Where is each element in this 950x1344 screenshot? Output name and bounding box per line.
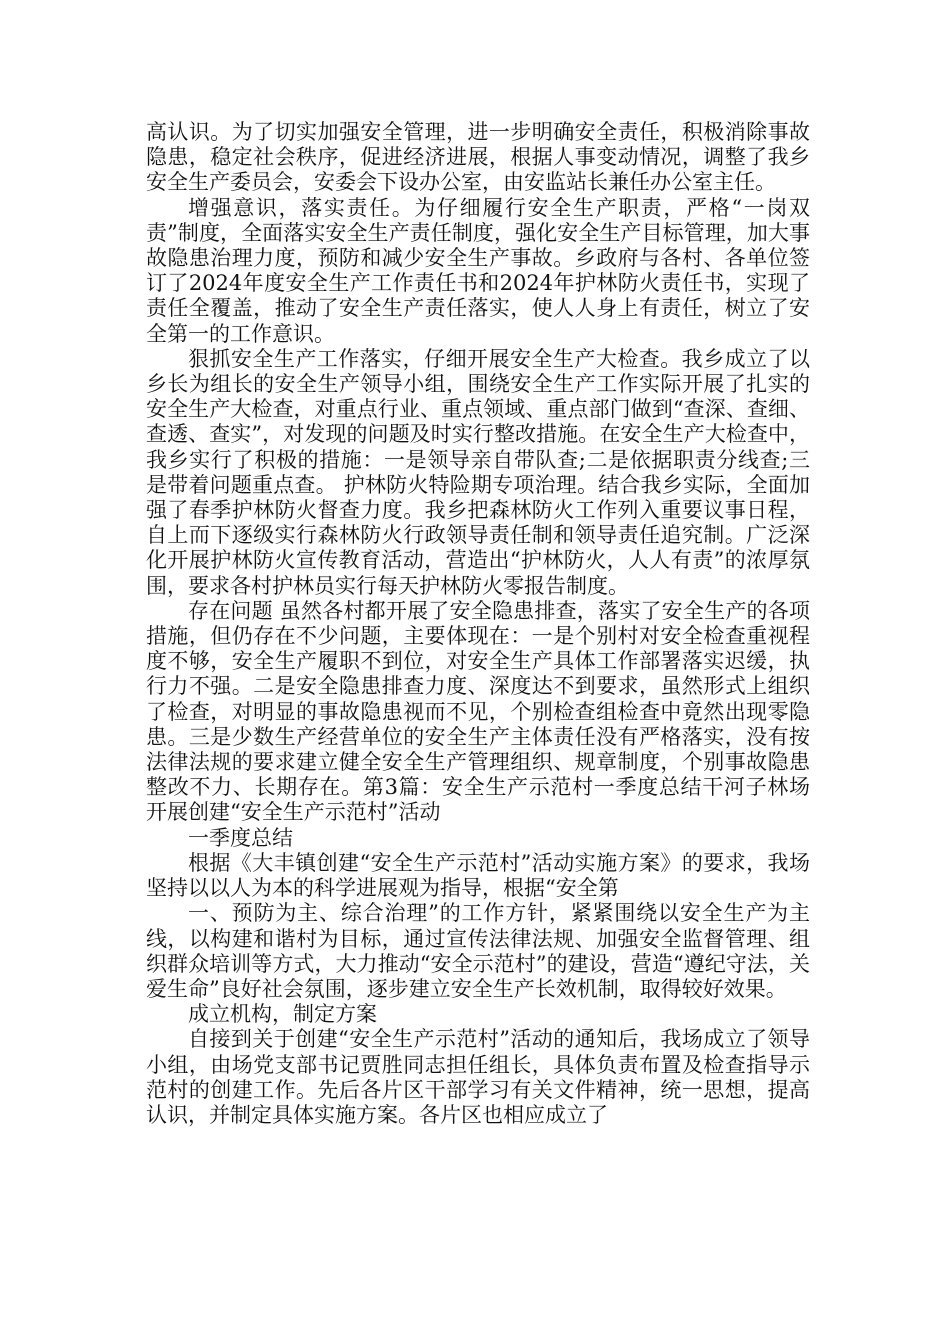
paragraph-3: 存在问题 虽然各村都开展了安全隐患排查，落实了安全生产的各项措施，但仍存在不少问题，主要体现在：一是个别村对安全检查重视程度不够，安全生产履职不到位，对安全生产具体工作部署落实迟缓，执行力不强。二是安全隐患排查力度、深度达不到要求，虽然形式上组织了检查，对明显的事故隐患视而不见，个别检查组检查中竟然出现零隐患。三是少数生产经营单位的安全生产主体责任没有严格落实，没有按法律法规的要求建立健全安全生产管理组织、规章制度，个别事故隐患整改不力、长期存在。第3篇：安全生产示范村一季度总结干河子林场开展创建“安全生产示范村”活动 (146, 598, 810, 825)
paragraph-5: 根据《大丰镇创建“安全生产示范村”活动实施方案》的要求，我场坚持以以人为本的科学进展观为指导，根据“安全第 (146, 850, 810, 901)
paragraph-7-heading: 成立机构，制定方案 (188, 1002, 377, 1027)
paragraph-4-heading: 一季度总结 (188, 825, 293, 850)
document-body (146, 120, 810, 1128)
paragraph-0: 高认识。为了切实加强安全管理，进一步明确安全责任，积极消除事故隐患，稳定社会秩序，促进经济进展，根据人事变动情况，调整了我乡安全生产委员会，安委会下设办公室，由安监站长兼任办公室主任。 (146, 120, 810, 195)
paragraph-6: 一、预防为主、综合治理”的工作方针，紧紧围绕以安全生产为主线，以构建和谐村为目标，通过宣传法律法规、加强安全监督管理、组织群众培训等方式，大力推动“安全示范村”的建设，营造“遵纪守法，关爱生命”良好社会氛围，逐步建立安全生产长效机制，取得较好效果。 (146, 901, 810, 1001)
paragraph-8: 自接到关于创建“安全生产示范村”活动的通知后，我场成立了领导小组，由场党支部书记贾胜同志担任组长，具体负责布置及检查指导示范村的创建工作。先后各片区干部学习有关文件精神，统一思想，提高认识，并制定具体实施方案。各片区也相应成立了 (146, 1027, 810, 1127)
paragraph-1: 增强意识，落实责任。为仔细履行安全生产职责，严格“一岗双责”制度，全面落实安全生产责任制度，强化安全生产目标管理，加大事故隐患治理力度，预防和减少安全生产事故。乡政府与各村、各单位签订了2024年度安全生产工作责任书和2024年护林防火责任书，实现了责任全覆盖，推动了安全生产责任落实，使人人身上有责任，树立了安全第一的工作意识。 (146, 195, 810, 346)
paragraph-2: 狠抓安全生产工作落实，仔细开展安全生产大检查。我乡成立了以乡长为组长的安全生产领导小组，围绕安全生产工作实际开展了扎实的安全生产大检查，对重点行业、重点领域、重点部门做到“查深、查细、查透、查实”，对发现的问题及时实行整改措施。在安全生产大检查中，我乡实行了积极的措施：一是领导亲自带队查;二是依据职责分线查;三是带着问题重点查。 护林防火特险期专项治理。结合我乡实际，全面加强了春季护林防火督查力度。我乡把森林防火工作列入重要议事日程，自上而下逐级实行森林防火行政领导责任制和领导责任追究制。广泛深化开展护林防火宣传教育活动，营造出“护林防火，人人有责”的浓厚氛围，要求各村护林员实行每天护林防火零报告制度。 (146, 346, 810, 598)
